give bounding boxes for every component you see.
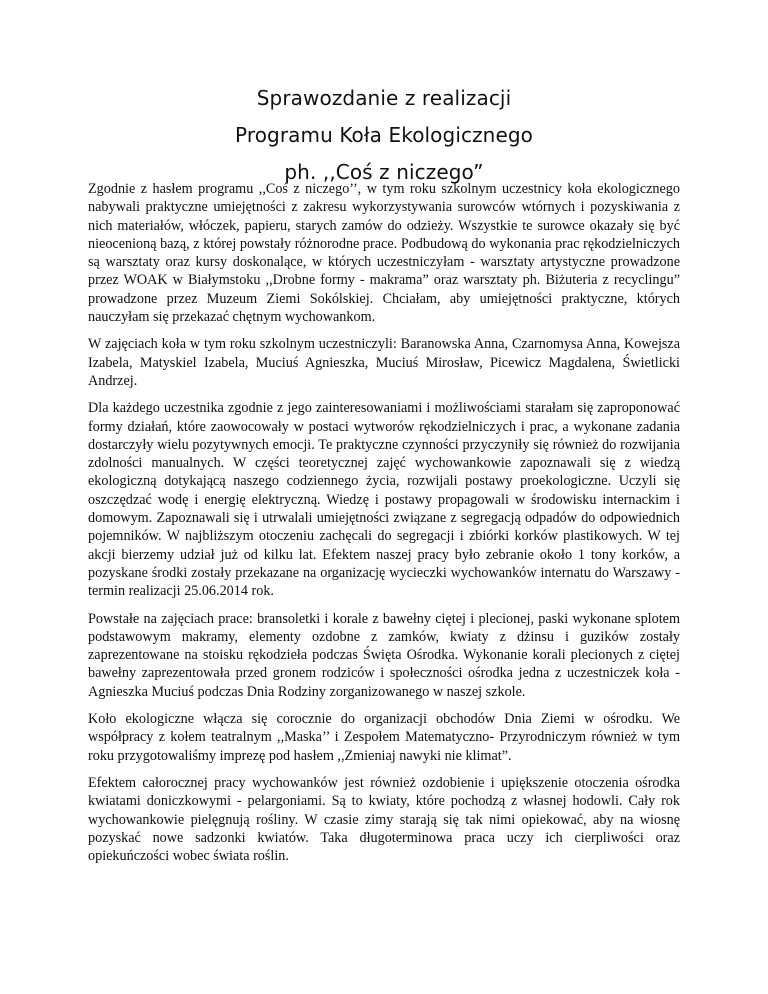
document-title: [0, 80, 768, 191]
paragraph-participants: W zajęciach koła w tym roku szkolnym uczestniczyli: Baranowska Anna, Czarnomysa Anna, Kowejsza Izabela, Matyskiel Izabela, Muciuś Agnieszka, Muciuś Mirosław, Picewicz Magdalena, Świetlicki Andrzej.: [88, 336, 680, 389]
title-line-2: Programu Koła Ekologicznego: [235, 123, 533, 147]
title-line-1: Sprawozdanie z realizacji: [256, 86, 512, 110]
paragraph-activities: Dla każdego uczestnika zgodnie z jego zainteresowaniami i możliwościami starałam się zaproponować formy działań, które zaowocowały w postaci wytworów rękodzielniczych i prac, a wykonane zadania dostarczyły wielu pozytywnych emocji. Te praktyczne czynności przyczyniły się również do rozwijania zdolności manualnych. W części teoretycznej zajęć wychowankowie zapoznawali się z wiedzą ekologiczną dotykającą naszego codziennego życia, rozwijali postawy proekologiczne. Uczyli się oszczędzać wodę i energię elektryczną. Wiedzę i postawy propagowali w środowisku internackim i domowym. Zapoznawali się i utrwalali umiejętności związane z segregacją odpadów do odpowiednich pojemników. W najbliższym otoczeniu zachęcali do segregacji i zbiórki korków plastikowych. W tej akcji bierzemy udział już od kilku lat. Efektem naszej pracy było zebranie około 1 tony korków, a pozyskane środki zostały przekazane na organizację wycieczki wychowanków internatu do Warszawy - termin realizacji 25.06.2014 rok.: [88, 400, 680, 600]
paragraph-program-intro: Zgodnie z hasłem programu ,,Coś z niczego’’, w tym roku szkolnym uczestnicy koła ekologicznego nabywali praktyczne umiejętności z zakresu wykorzystywania surowców wtórnych i pozyskiwania z nich materiałów, włóczek, papieru, starych zamów do odzieży. Wszystkie te surowce okazały się być nieocenioną bazą, z której powstały różnorodne prace. Podbudową do wykonania prac rękodzielniczych są warsztaty oraz kursy doskonalące, w których uczestniczyłam - warsztaty artystyczne prowadzone przez WOAK w Białymstoku ,,Drobne formy - makrama” oraz warsztaty ph. Biżuteria z recyclingu” prowadzone przez Muzeum Ziemi Sokólskiej. Chciałam, aby umiejętności praktyczne, których nauczyłam się przekazać chętnym wychowankom.: [88, 181, 680, 326]
document-body: [88, 180, 680, 874]
paragraph-flowers: Efektem całorocznej pracy wychowanków jest również ozdobienie i upiększenie otoczenia ośrodka kwiatami doniczkowymi - pelargoniami. Są to kwiaty, które pochodzą z własnej hodowli. Cały rok wychowankowie pielęgnują rośliny. W czasie zimy starają się tak nimi opiekować, aby na wiosnę pozyskać nowe sadzonki kwiatów. Taka długoterminowa praca uczy ich cierpliwości oraz opiekuńczości wobec świata roślin.: [88, 774, 680, 865]
title-line-3: ph. ,,Coś z niczego”: [284, 160, 484, 184]
paragraph-earth-day: Koło ekologiczne włącza się corocznie do organizacji obchodów Dnia Ziemi w ośrodku. We współpracy z kołem teatralnym ,,Maska’’ i Zespołem Matematyczno- Przyrodniczym również w tym roku przygotowaliśmy imprezę pod hasłem ,,Zmieniaj nawyki nie klimat”.: [88, 711, 680, 764]
paragraph-works-created: Powstałe na zajęciach prace: bransoletki i korale z bawełny ciętej i plecionej, paski wykonane splotem podstawowym makramy, elementy ozdobne z zamków, kwiaty z dżinsu i guzików zostały zaprezentowane na stoisku rękodzieła podczas Święta Ośrodka. Wykonanie korali plecionych z ciętej bawełny zaprezentowała przed gronem rodziców i społeczności ośrodka jedna z uczestniczek koła - Agnieszka Muciuś podczas Dnia Rodziny zorganizowanego w naszej szkole.: [88, 610, 680, 700]
